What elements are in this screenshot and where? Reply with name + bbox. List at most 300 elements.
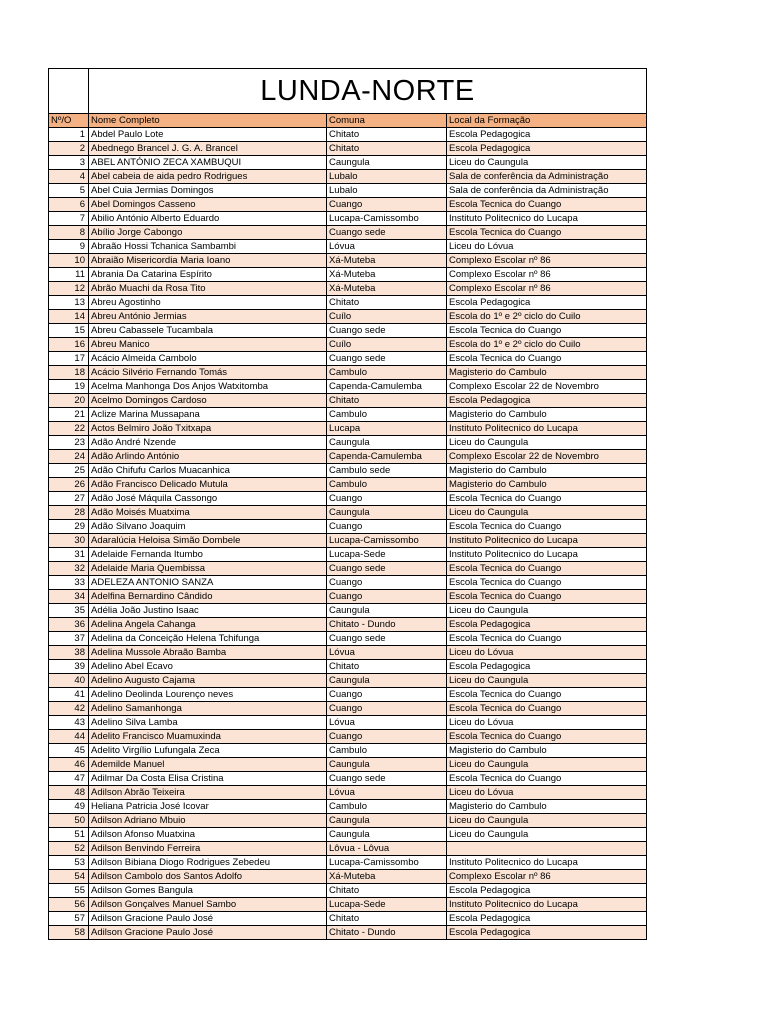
comuna-cell: Lóvua [327,646,447,660]
comuna-cell: Cuango sede [327,562,447,576]
comuna-cell: Chitato [327,912,447,926]
row-number-cell: 17 [49,352,89,366]
local-cell: Liceu do Lóvua [447,646,647,660]
row-number-cell: 56 [49,898,89,912]
local-cell: Liceu do Caungula [447,436,647,450]
table-row [49,282,647,296]
table-row [49,128,647,142]
row-number-cell: 30 [49,534,89,548]
comuna-cell: Lucapa [327,422,447,436]
row-number-cell: 44 [49,730,89,744]
table-row [49,198,647,212]
table-row [49,870,647,884]
table-row [49,814,647,828]
name-cell: Adaralúcia Heloisa Simão Dombele [89,534,327,548]
table-row [49,618,647,632]
table-row [49,492,647,506]
local-cell: Escola Tecnica do Cuango [447,520,647,534]
local-cell: Escola Tecnica do Cuango [447,562,647,576]
local-cell: Instituto Politecnico do Lucapa [447,856,647,870]
comuna-cell: Cambulo [327,478,447,492]
name-cell: Adelino Deolinda Lourenço neves [89,688,327,702]
row-number-cell: 42 [49,702,89,716]
local-cell: Magisterio do Cambulo [447,408,647,422]
name-cell: Adilson Gonçalves Manuel Sambo [89,898,327,912]
comuna-cell: Chitato [327,394,447,408]
name-cell: Adão André Nzende [89,436,327,450]
table-row [49,478,647,492]
name-cell: Adélia João Justino Isaac [89,604,327,618]
name-cell: Abrania Da Catarina Espírito [89,268,327,282]
row-number-cell: 43 [49,716,89,730]
header-local: Local da Formação [447,114,647,128]
comuna-cell: Caungula [327,828,447,842]
name-cell: Adelino Abel Ecavo [89,660,327,674]
table-row [49,730,647,744]
comuna-cell: Lucapa-Sede [327,548,447,562]
table-row [49,674,647,688]
comuna-cell: Lucapa-Camissombo [327,534,447,548]
row-number-cell: 50 [49,814,89,828]
table-row [49,450,647,464]
comuna-cell: Cuango [327,702,447,716]
local-cell: Escola Tecnica do Cuango [447,324,647,338]
name-cell: Adilson Gomes Bangula [89,884,327,898]
table-row [49,842,647,856]
sheet-title: LUNDA-NORTE [89,69,647,114]
header-number: Nº/O [49,114,89,128]
table-row [49,772,647,786]
local-cell: Escola Pedagogica [447,618,647,632]
local-cell: Liceu do Lóvua [447,716,647,730]
table-row [49,604,647,618]
table-row [49,828,647,842]
header-name: Nome Completo [89,114,327,128]
local-cell: Complexo Escolar nº 86 [447,870,647,884]
local-cell: Escola Tecnica do Cuango [447,492,647,506]
comuna-cell: Cambulo [327,408,447,422]
table-body [49,69,647,940]
row-number-cell: 48 [49,786,89,800]
local-cell: Instituto Politecnico do Lucapa [447,548,647,562]
local-cell: Escola Pedagogica [447,128,647,142]
row-number-cell: 51 [49,828,89,842]
name-cell: Adelaide Maria Quembissa [89,562,327,576]
title-corner-cell [49,69,89,114]
local-cell: Escola Pedagogica [447,926,647,940]
comuna-cell: Cuango sede [327,352,447,366]
comuna-cell: Xá-Muteba [327,254,447,268]
name-cell: Abrão Muachi da Rosa Tito [89,282,327,296]
comuna-cell: Cuango [327,688,447,702]
name-cell: ABEL ANTÓNIO ZECA XAMBUQUI [89,156,327,170]
table-row [49,156,647,170]
local-cell: Escola Tecnica do Cuango [447,198,647,212]
local-cell: Magisterio do Cambulo [447,464,647,478]
row-number-cell: 21 [49,408,89,422]
table-row [49,856,647,870]
name-cell: Abednego Brancel J. G. A. Brancel [89,142,327,156]
name-cell: Acelma Manhonga Dos Anjos Watxitomba [89,380,327,394]
name-cell: Adelino Silva Lamba [89,716,327,730]
row-number-cell: 4 [49,170,89,184]
comuna-cell: Cuango sede [327,324,447,338]
name-cell: Adão Silvano Joaquim [89,520,327,534]
table-row [49,646,647,660]
name-cell: Adelina Mussole Abraão Bamba [89,646,327,660]
name-cell: Adilson Cambolo dos Santos Adolfo [89,870,327,884]
header-row [49,114,647,128]
row-number-cell: 6 [49,198,89,212]
comuna-cell: Xá-Muteba [327,282,447,296]
row-number-cell: 16 [49,338,89,352]
comuna-cell: Chitato [327,884,447,898]
local-cell: Instituto Politecnico do Lucapa [447,534,647,548]
row-number-cell: 9 [49,240,89,254]
row-number-cell: 26 [49,478,89,492]
local-cell: Escola Tecnica do Cuango [447,772,647,786]
comuna-cell: Capenda-Camulemba [327,450,447,464]
name-cell: Acelmo Domingos Cardoso [89,394,327,408]
name-cell: Abilio António Alberto Eduardo [89,212,327,226]
row-number-cell: 3 [49,156,89,170]
row-number-cell: 31 [49,548,89,562]
row-number-cell: 55 [49,884,89,898]
local-cell: Instituto Politecnico do Lucapa [447,898,647,912]
comuna-cell: Cambulo sede [327,464,447,478]
local-cell: Sala de conferência da Administração [447,184,647,198]
comuna-cell: Lóvua [327,786,447,800]
table-row [49,660,647,674]
row-number-cell: 22 [49,422,89,436]
comuna-cell: Lucapa-Sede [327,898,447,912]
name-cell: Adelito Virgílio Lufungala Zeca [89,744,327,758]
table-row [49,352,647,366]
table-row [49,926,647,940]
table-row [49,562,647,576]
local-cell: Complexo Escolar 22 de Novembro [447,380,647,394]
local-cell: Magisterio do Cambulo [447,744,647,758]
table-row [49,534,647,548]
local-cell: Escola Pedagogica [447,912,647,926]
local-cell: Liceu do Caungula [447,156,647,170]
name-cell: ADELEZA ANTONIO SANZA [89,576,327,590]
table-row [49,632,647,646]
local-cell: Escola Pedagogica [447,296,647,310]
local-cell: Liceu do Caungula [447,758,647,772]
table-row [49,254,647,268]
comuna-cell: Cuílo [327,310,447,324]
name-cell: Abraião Misericordia Maria Ioano [89,254,327,268]
name-cell: Ademilde Manuel [89,758,327,772]
local-cell: Liceu do Lóvua [447,786,647,800]
comuna-cell: Caungula [327,758,447,772]
table-row [49,338,647,352]
comuna-cell: Cuango sede [327,632,447,646]
comuna-cell: Lubalo [327,170,447,184]
comuna-cell: Cambulo [327,366,447,380]
comuna-cell: Cuango [327,590,447,604]
local-cell: Liceu do Caungula [447,828,647,842]
local-cell: Escola do 1º e 2º ciclo do Cuilo [447,310,647,324]
table-row [49,758,647,772]
comuna-cell: Lucapa-Camissombo [327,856,447,870]
name-cell: Abreu António Jermias [89,310,327,324]
comuna-cell: Xá-Muteba [327,870,447,884]
row-number-cell: 37 [49,632,89,646]
comuna-cell: Cuílo [327,338,447,352]
local-cell: Escola Tecnica do Cuango [447,688,647,702]
name-cell: Adilson Benvindo Ferreira [89,842,327,856]
comuna-cell: Capenda-Camulemba [327,380,447,394]
name-cell: Aclize Marina Mussapana [89,408,327,422]
table-row [49,184,647,198]
comuna-cell: Cuango sede [327,226,447,240]
row-number-cell: 39 [49,660,89,674]
name-cell: Adelaide Fernanda Itumbo [89,548,327,562]
local-cell: Escola Tecnica do Cuango [447,632,647,646]
row-number-cell: 38 [49,646,89,660]
table-row [49,800,647,814]
table-row [49,240,647,254]
spreadsheet-table [48,68,647,940]
local-cell: Escola Tecnica do Cuango [447,352,647,366]
local-cell: Sala de conferência da Administração [447,170,647,184]
table-row [49,366,647,380]
comuna-cell: Xá-Muteba [327,268,447,282]
name-cell: Abreu Agostinho [89,296,327,310]
local-cell: Instituto Politecnico do Lucapa [447,422,647,436]
comuna-cell: Lóvua [327,716,447,730]
row-number-cell: 10 [49,254,89,268]
local-cell: Liceu do Lóvua [447,240,647,254]
comuna-cell: Chitato [327,128,447,142]
local-cell: Complexo Escolar 22 de Novembro [447,450,647,464]
row-number-cell: 14 [49,310,89,324]
row-number-cell: 41 [49,688,89,702]
row-number-cell: 58 [49,926,89,940]
row-number-cell: 24 [49,450,89,464]
comuna-cell: Lôvua - Lôvua [327,842,447,856]
row-number-cell: 54 [49,870,89,884]
comuna-cell: Lóvua [327,240,447,254]
table-row [49,324,647,338]
header-comuna: Comuna [327,114,447,128]
table-row [49,744,647,758]
comuna-cell: Chitato - Dundo [327,926,447,940]
name-cell: Acácio Almeida Cambolo [89,352,327,366]
table-row [49,688,647,702]
local-cell: Liceu do Caungula [447,814,647,828]
table-row [49,576,647,590]
row-number-cell: 12 [49,282,89,296]
table-row [49,702,647,716]
name-cell: Adelino Augusto Cajama [89,674,327,688]
local-cell: Escola Tecnica do Cuango [447,730,647,744]
row-number-cell: 18 [49,366,89,380]
row-number-cell: 7 [49,212,89,226]
title-row [49,69,647,114]
local-cell: Escola Pedagogica [447,660,647,674]
local-cell: Escola do 1º e 2º ciclo do Cuilo [447,338,647,352]
row-number-cell: 25 [49,464,89,478]
comuna-cell: Caungula [327,604,447,618]
table-row [49,912,647,926]
name-cell: Abel Domingos Casseno [89,198,327,212]
row-number-cell: 32 [49,562,89,576]
comuna-cell: Caungula [327,156,447,170]
comuna-cell: Caungula [327,814,447,828]
comuna-cell: Caungula [327,506,447,520]
row-number-cell: 1 [49,128,89,142]
row-number-cell: 19 [49,380,89,394]
local-cell: Complexo Escolar nº 86 [447,268,647,282]
table-row [49,394,647,408]
local-cell: Magisterio do Cambulo [447,800,647,814]
name-cell: Adilson Adriano Mbuio [89,814,327,828]
row-number-cell: 45 [49,744,89,758]
table-row [49,716,647,730]
local-cell: Escola Tecnica do Cuango [447,576,647,590]
comuna-cell: Cuango [327,576,447,590]
row-number-cell: 23 [49,436,89,450]
name-cell: Adelfina Bernardino Cândido [89,590,327,604]
table-row [49,422,647,436]
table-row [49,310,647,324]
name-cell: Adilson Bibiana Diogo Rodrigues Zebedeu [89,856,327,870]
name-cell: Adilmar Da Costa Elisa Cristina [89,772,327,786]
comuna-cell: Cuango [327,198,447,212]
local-cell: Complexo Escolar nº 86 [447,282,647,296]
table-row [49,590,647,604]
table-row [49,170,647,184]
name-cell: Adelito Francisco Muamuxinda [89,730,327,744]
comuna-cell: Cuango sede [327,772,447,786]
table-row [49,268,647,282]
table-row [49,226,647,240]
row-number-cell: 35 [49,604,89,618]
local-cell: Instituto Politecnico do Lucapa [447,212,647,226]
row-number-cell: 20 [49,394,89,408]
row-number-cell: 47 [49,772,89,786]
name-cell: Adilson Gracione Paulo José [89,912,327,926]
comuna-cell: Lubalo [327,184,447,198]
table-row [49,380,647,394]
row-number-cell: 13 [49,296,89,310]
name-cell: Adilson Abrão Teixeira [89,786,327,800]
name-cell: Adilson Gracione Paulo José [89,926,327,940]
local-cell: Escola Pedagogica [447,884,647,898]
comuna-cell: Cambulo [327,800,447,814]
name-cell: Actos Belmiro João Txitxapa [89,422,327,436]
local-cell: Magisterio do Cambulo [447,366,647,380]
local-cell: Liceu do Caungula [447,674,647,688]
name-cell: Adão José Máquila Cassongo [89,492,327,506]
table-row [49,436,647,450]
name-cell: Adão Arlindo António [89,450,327,464]
comuna-cell: Chitato [327,296,447,310]
comuna-cell: Cuango [327,730,447,744]
name-cell: Abílio Jorge Cabongo [89,226,327,240]
local-cell: Escola Pedagogica [447,142,647,156]
table-row [49,408,647,422]
comuna-cell: Cambulo [327,744,447,758]
name-cell: Abel cabeia de aida pedro Rodrigues [89,170,327,184]
comuna-cell: Caungula [327,436,447,450]
name-cell: Acácio Silvério Fernando Tomás [89,366,327,380]
local-cell: Liceu do Caungula [447,604,647,618]
name-cell: Abel Cuia Jermias Domingos [89,184,327,198]
row-number-cell: 11 [49,268,89,282]
name-cell: Abdel Paulo Lote [89,128,327,142]
table-row [49,898,647,912]
name-cell: Adelina da Conceição Helena Tchifunga [89,632,327,646]
name-cell: Adelino Samanhonga [89,702,327,716]
name-cell: Abreu Cabassele Tucambala [89,324,327,338]
name-cell: Adão Francisco Delicado Mutula [89,478,327,492]
table-row [49,884,647,898]
local-cell: Escola Tecnica do Cuango [447,590,647,604]
row-number-cell: 28 [49,506,89,520]
name-cell: Adelina Angela Cahanga [89,618,327,632]
table-row [49,296,647,310]
local-cell: Escola Tecnica do Cuango [447,226,647,240]
table-row [49,520,647,534]
comuna-cell: Chitato - Dundo [327,618,447,632]
row-number-cell: 52 [49,842,89,856]
row-number-cell: 40 [49,674,89,688]
comuna-cell: Chitato [327,660,447,674]
row-number-cell: 49 [49,800,89,814]
row-number-cell: 34 [49,590,89,604]
row-number-cell: 2 [49,142,89,156]
comuna-cell: Cuango [327,492,447,506]
table-row [49,464,647,478]
local-cell [447,842,647,856]
local-cell: Escola Tecnica do Cuango [447,702,647,716]
row-number-cell: 29 [49,520,89,534]
name-cell: Adilson Afonso Muatxina [89,828,327,842]
name-cell: Abreu Manico [89,338,327,352]
name-cell: Adão Chifufu Carlos Muacanhica [89,464,327,478]
comuna-cell: Cuango [327,520,447,534]
row-number-cell: 27 [49,492,89,506]
table-row [49,786,647,800]
comuna-cell: Chitato [327,142,447,156]
row-number-cell: 33 [49,576,89,590]
name-cell: Abraão Hossi Tchanica Sambambi [89,240,327,254]
row-number-cell: 15 [49,324,89,338]
row-number-cell: 8 [49,226,89,240]
local-cell: Escola Pedagogica [447,394,647,408]
name-cell: Adão Moisés Muatxima [89,506,327,520]
row-number-cell: 5 [49,184,89,198]
row-number-cell: 46 [49,758,89,772]
name-cell: Heliana Patricia José Icovar [89,800,327,814]
table-row [49,142,647,156]
row-number-cell: 36 [49,618,89,632]
comuna-cell: Lucapa-Camissombo [327,212,447,226]
local-cell: Liceu do Caungula [447,506,647,520]
table-row [49,506,647,520]
table-row [49,212,647,226]
table-row [49,548,647,562]
row-number-cell: 57 [49,912,89,926]
row-number-cell: 53 [49,856,89,870]
comuna-cell: Caungula [327,674,447,688]
local-cell: Complexo Escolar nº 86 [447,254,647,268]
local-cell: Magisterio do Cambulo [447,478,647,492]
